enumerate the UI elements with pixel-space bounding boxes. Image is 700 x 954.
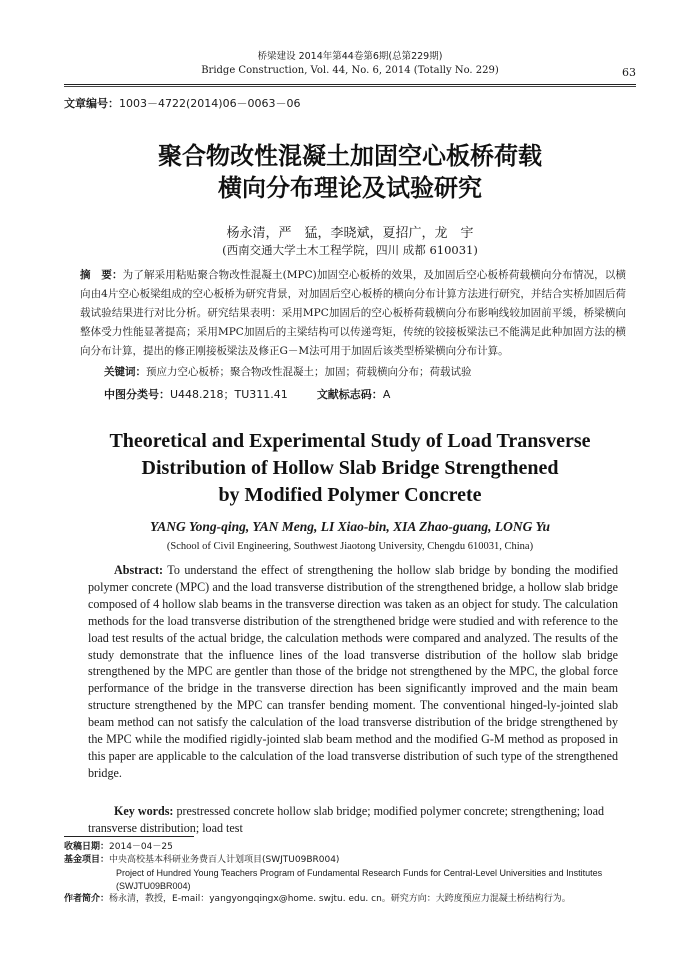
footnote-author — [64, 893, 644, 906]
article-number-label: 文章编号： — [64, 97, 119, 110]
abstract-en-label: Abstract: — [114, 563, 164, 577]
title-en-line3: by Modified Polymer Concrete — [218, 484, 482, 506]
journal-header-zh: 桥梁建设 2014年第44卷第6期(总第229期) — [257, 51, 443, 62]
keywords-zh — [104, 364, 624, 379]
footnotes — [64, 841, 644, 906]
fund-en: Project of Hundred Young Teachers Program of Fundamental Research Funds for Central-Level Universities and Institutes (SWJTU09BR004) — [116, 868, 603, 891]
page-number: 63 — [622, 66, 636, 79]
header-rule-thin — [64, 86, 636, 87]
header-rule — [64, 84, 636, 85]
fund-label: 基金项目： — [64, 855, 110, 865]
doc-code-label: 文献标志码： — [316, 388, 383, 401]
article-number — [64, 95, 301, 111]
received-label: 收稿日期： — [64, 842, 110, 852]
footnote-fund — [64, 854, 644, 867]
abstract-en-text: To understand the effect of strengthening the hollow slab bridge by bonding the modified polymer concrete (MPC) and the load transverse distribution of the strengthened bridge, a hollow slab bridge composed of 4 hollow slab beams in the transverse direction was taken as an object for study. The calculation methods for the load transverse distribution of the strengthened bridge were studied and with reference to the load test results of the actual bridge, the calculation methods were compared and analyzed. The results of the study demonstrate that the influence lines of the load transverse distribution of the hollow slab bridge strengthened by the MPC are gentler than those of the bridge not strengthened by the MPC, the global force performance of the bridge in the transverse direction has been significantly improved and the main beam structure strengthened by the MPC can transfer bending moment. The conventional hinged-ly-jointed slab beam method can not satisfy the calculation of the load transverse distribution of the bridge strengthened by the MPC while the modified rigidly-jointed slab beam method and the modified G-M method as proposed in this paper are applicable to the calculation of the load transverse distribution of such type of the strengthened bridge. — [88, 563, 618, 780]
keywords-en-text: prestressed concrete hollow slab bridge; modified polymer concrete; strengthening; load transverse distribution; load test — [88, 804, 604, 835]
abstract-zh-label: 摘 要： — [80, 269, 123, 281]
author-value: 杨永清，教授，E-mail：yangyongqingx@home. swjtu. edu. cn。研究方向：大跨度预应力混凝土桥结构行为。 — [109, 894, 571, 904]
keywords-zh-text: 预应力空心板桥；聚合物改性混凝土；加固；荷载横向分布；荷载试验 — [146, 366, 472, 378]
authors-zh: 杨永清，严 猛，李晓斌，夏招广，龙 宇 — [226, 226, 474, 241]
article-number-value: 1003－4722(2014)06－0063－06 — [119, 97, 301, 110]
clc-label: 中图分类号： — [104, 388, 170, 401]
clc-value: U448.218；TU311.41 — [170, 388, 288, 401]
footnote-rule — [64, 836, 194, 837]
abstract-zh-text: 为了解采用粘贴聚合物改性混凝土(MPC)加固空心板桥的效果，及加固后空心板桥荷载横向分布情况，以横向由4片空心板梁组成的空心板桥为研究背景，对加固后空心板桥的横向分布计算方法进行研究，并结合实桥加固后荷载试验结果进行对比分析。研究结果表明：采用MPC加固后的空心板桥荷载横向分布影响线较加固前平缓，桥梁横向整体受力性能显著提高；采用MPC加固后的主梁结构可以传递弯矩，传统的铰接板梁法已不能满足此种加固方法的横向分布计算，提出的修正刚接板梁法及修正G－M法可用于加固后该类型桥梁横向分布计算。 — [80, 269, 627, 357]
running-header — [0, 50, 700, 78]
affiliation-zh: (西南交通大学土木工程学院，四川 成都 610031) — [222, 243, 478, 257]
authors-en: YANG Yong-qing, YAN Meng, LI Xiao-bin, XIA Zhao-guang, LONG Yu — [150, 519, 550, 534]
fund-zh: 中央高校基本科研业务费百人计划项目(SWJTU09BR004) — [109, 855, 340, 865]
keywords-zh-label: 关键词： — [104, 366, 146, 378]
title-en-line1: Theoretical and Experimental Study of Load Transverse — [109, 430, 591, 452]
title-en-line2: Distribution of Hollow Slab Bridge Strengthened — [141, 457, 559, 479]
footnote-received — [64, 841, 644, 854]
affiliation-en: (School of Civil Engineering, Southwest Jiaotong University, Chengdu 610031, China) — [166, 541, 534, 552]
abstract-en — [88, 562, 618, 782]
received-value: 2014－04－25 — [109, 842, 173, 852]
title-zh-line1: 聚合物改性混凝土加固空心板桥荷载 — [158, 142, 542, 170]
title-zh-line2: 横向分布理论及试验研究 — [218, 174, 482, 202]
author-label: 作者简介： — [64, 894, 110, 904]
abstract-zh — [80, 266, 626, 361]
classification — [104, 386, 624, 402]
keywords-en — [88, 803, 618, 837]
keywords-en-label: Key words: — [114, 804, 174, 818]
journal-header-en: Bridge Construction, Vol. 44, No. 6, 2014 (Totally No. 229) — [201, 65, 499, 76]
title-en — [0, 428, 700, 509]
doc-code-value: A — [382, 388, 391, 401]
